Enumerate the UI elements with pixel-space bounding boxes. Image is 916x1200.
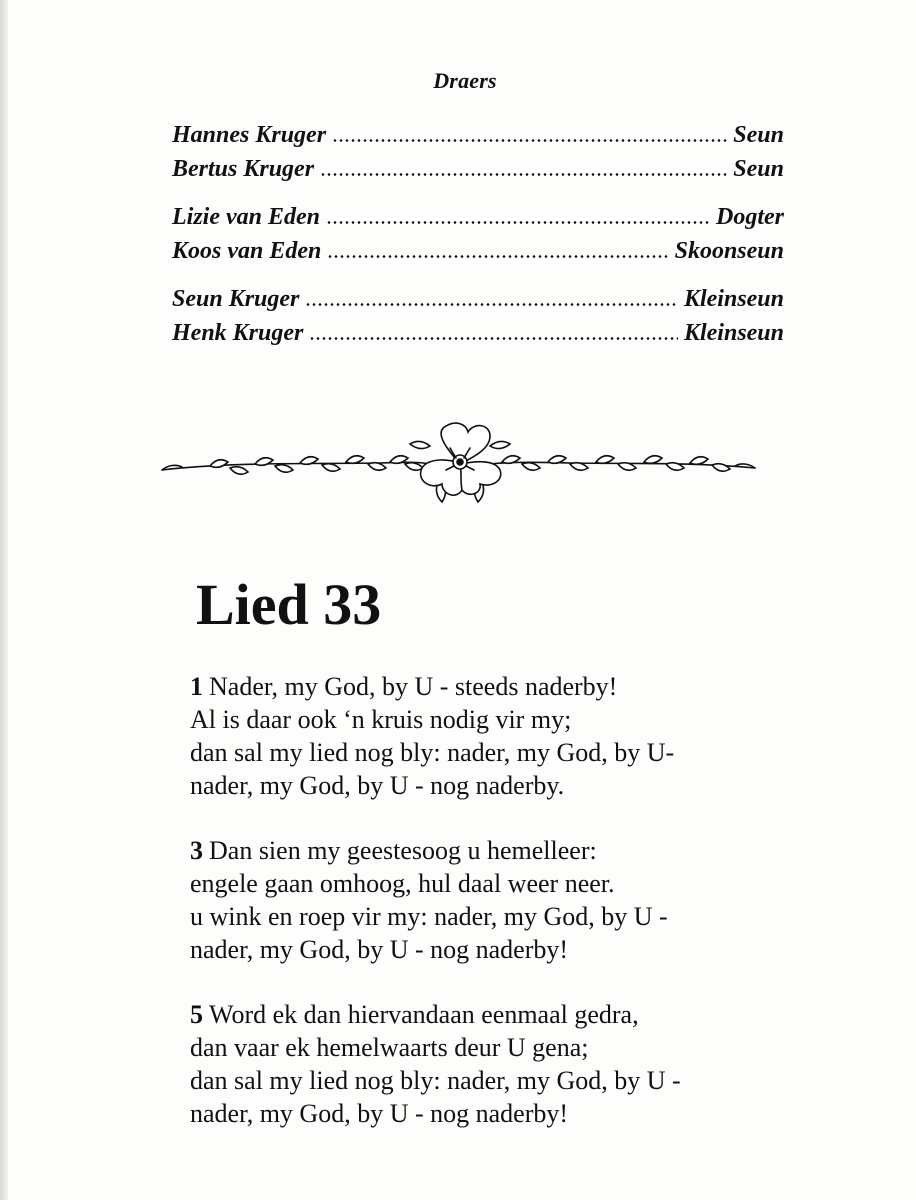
bearer-row — [172, 282, 784, 316]
dot-leader — [305, 302, 678, 307]
verse-line: nader, my God, by U - nog naderby. — [190, 771, 565, 800]
verse-line: u wink en roep vir my: nader, my God, by U - — [190, 902, 668, 931]
bearer-row — [172, 200, 784, 234]
floral-divider — [150, 418, 770, 518]
bearer-role: Kleinseun — [683, 320, 784, 346]
bearer-role: Kleinseun — [683, 286, 784, 312]
dot-leader — [309, 336, 678, 341]
verse-line — [190, 670, 790, 703]
verse-line-text: Word ek dan hiervandaan eenmaal gedra, — [209, 1000, 639, 1029]
bearer-role: Seun — [733, 122, 784, 148]
hymn-title: Lied 33 — [196, 572, 382, 637]
bearer-name: Hannes Kruger — [172, 122, 327, 148]
verse-line — [190, 998, 790, 1031]
verse-line: dan vaar ek hemelwaarts deur U gena; — [190, 1033, 589, 1062]
dot-leader — [332, 138, 727, 143]
bearer-row — [172, 152, 784, 186]
bearer-name: Bertus Kruger — [172, 156, 315, 182]
bearer-role: Dogter — [716, 204, 784, 230]
bearer-name: Seun Kruger — [172, 286, 300, 312]
verse-line-text: Nader, my God, by U - steeds naderby! — [209, 672, 618, 701]
verse — [190, 670, 790, 802]
verse-line: nader, my God, by U - nog naderby! — [190, 1099, 569, 1128]
bearer-group — [172, 118, 784, 186]
verse-line: dan sal my lied nog bly: nader, my God, by U- — [190, 738, 675, 767]
verse-line — [190, 834, 790, 867]
verse-line: nader, my God, by U - nog naderby! — [190, 935, 569, 964]
verse-number: 5 — [190, 1000, 203, 1029]
verse-line: engele gaan omhoog, hul daal weer neer. — [190, 869, 615, 898]
verse — [190, 998, 790, 1130]
dot-leader — [327, 254, 668, 259]
bearer-row — [172, 118, 784, 152]
dot-leader — [320, 172, 727, 177]
bearers-list — [172, 118, 784, 364]
verse-line: Al is daar ook ‘n kruis nodig vir my; — [190, 705, 572, 734]
verse-number: 1 — [190, 672, 203, 701]
bearer-role: Skoonseun — [674, 238, 784, 264]
bearer-group — [172, 200, 784, 268]
bearer-name: Koos van Eden — [172, 238, 322, 264]
dot-leader — [326, 220, 710, 225]
bearer-name: Lizie van Eden — [172, 204, 320, 230]
bearer-row — [172, 234, 784, 268]
verse-number: 3 — [190, 836, 203, 865]
verse-line: dan sal my lied nog bly: nader, my God, by U - — [190, 1066, 681, 1095]
bearer-name: Henk Kruger — [172, 320, 304, 346]
bearer-role: Seun — [733, 156, 784, 182]
hymn-verses — [190, 670, 790, 1162]
page-edge — [0, 0, 8, 1200]
bearer-group — [172, 282, 784, 350]
bearer-row — [172, 316, 784, 350]
verse-line-text: Dan sien my geestesoog u hemelleer: — [209, 836, 597, 865]
verse — [190, 834, 790, 966]
bearers-heading: Draers — [433, 68, 497, 93]
